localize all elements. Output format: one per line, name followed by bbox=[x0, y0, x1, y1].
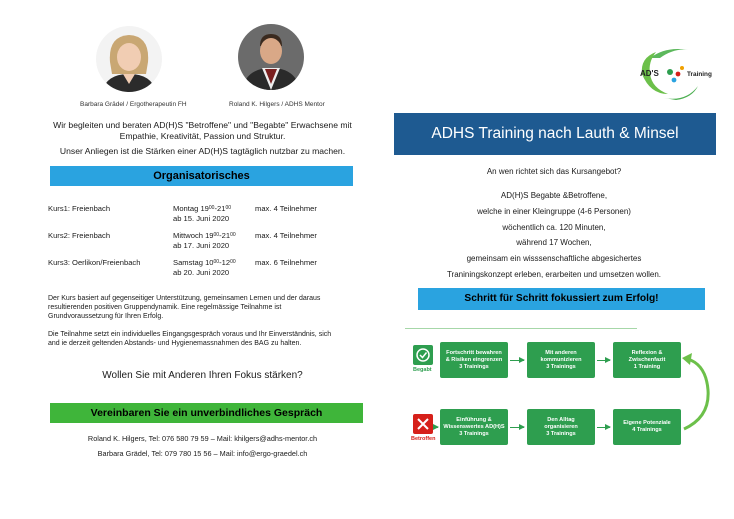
flow-box-potenziale: Eigene Potenziale 4 Trainings bbox=[613, 409, 681, 445]
flow-box-alltag: Den Alltag organisieren 3 Trainings bbox=[527, 409, 595, 445]
contact-roland: Roland K. Hilgers, Tel: 076 580 79 59 – Mail: khilgers@adhs-mentor.ch bbox=[87, 434, 318, 443]
course-start: ab 20. Juni 2020 bbox=[173, 268, 230, 277]
flow-box-einfuehrung: Einführung & Wissenswertes AD(H)S 3 Trainings bbox=[440, 409, 508, 445]
audience-line: wöchentlich ca. 120 Minuten, bbox=[502, 222, 606, 232]
course-1 bbox=[48, 204, 348, 226]
caption-barbara: Barbara Grädel / Ergotherapeutin FH bbox=[80, 101, 187, 108]
steps-heading: Schritt für Schritt fokussiert zum Erfolg! bbox=[418, 288, 705, 310]
arrow-bottom-2 bbox=[597, 427, 610, 428]
course-3 bbox=[48, 258, 348, 280]
audience-line: während 17 Wochen, bbox=[516, 238, 592, 248]
photo-barbara bbox=[96, 26, 162, 92]
arrow-bottom-1 bbox=[510, 427, 524, 428]
flow-divider bbox=[405, 328, 637, 329]
begabt-label: Begabt bbox=[413, 367, 432, 373]
paragraph-1: Der Kurs basiert auf gegenseitiger Unterstützung, gemeinsamen Lernen und der daraus resultierenden positiven Gruppendynamik. Eine regelmässige Teilnahme ist Grundvoraussetzung für Ihren Erfolg. bbox=[48, 295, 321, 320]
course-2 bbox=[48, 231, 348, 253]
paragraph-2: Die Teilnahme setzt ein individuelles Eingangsgespräch voraus und Ihr Einverständnis, sich and ie derzeit geltenden Abstands- und Hygienemassnahmen des BAG zu halten. bbox=[48, 331, 332, 347]
audience-list bbox=[404, 188, 704, 283]
flow-box-reflexion: Reflexion & Zwischenfazit 1 Training bbox=[613, 342, 681, 378]
arrow-top-1 bbox=[510, 360, 524, 361]
betroffen-icon bbox=[413, 414, 433, 434]
question-text: Wollen Sie mit Anderen Ihren Fokus stärken? bbox=[102, 370, 303, 381]
logo-text: AD'S bbox=[640, 69, 659, 78]
concern-text: Unser Anliegen ist die Stärken einer AD(H)S tagtäglich nutzbar zu machen. bbox=[59, 146, 346, 156]
organisatorisches-heading: Organisatorisches bbox=[50, 166, 353, 186]
course-time: Montag $19^{00}-21^{00}$ bbox=[173, 204, 231, 213]
cta-banner: Vereinbaren Sie ein unverbindliches Gespräch bbox=[50, 403, 363, 423]
ads-training-logo bbox=[636, 44, 714, 104]
course-time: Samstag $10^{00}-12^{00}$ bbox=[173, 258, 236, 267]
audience-line: welche in einer Kleingruppe (4-6 Personen) bbox=[477, 206, 631, 216]
arrow-bottom-0 bbox=[434, 427, 438, 428]
betroffen-label: Betroffen bbox=[411, 436, 436, 442]
logo-sub: Training bbox=[687, 71, 712, 78]
audience-question: An wen richtet sich das Kursangebot? bbox=[486, 167, 622, 176]
course-name: Kurs1: Freienbach bbox=[48, 204, 111, 213]
course-time: Mittwoch $19^{00}-21^{00}$ bbox=[173, 231, 236, 240]
photo-roland bbox=[238, 24, 304, 90]
course-start: ab 17. Juni 2020 bbox=[173, 241, 230, 250]
arrow-top-2 bbox=[597, 360, 610, 361]
flow-box-fortschritt: Fortschritt bewahren & Risiken eingrenzen 3 Trainings bbox=[440, 342, 508, 378]
caption-roland: Roland K. Hilgers / ADHS Mentor bbox=[229, 101, 325, 108]
course-max: max. 6 Teilnehmer bbox=[255, 258, 317, 267]
flow-box-kommunizieren: Mit anderen kommunizieren 3 Trainings bbox=[527, 342, 595, 378]
curved-arrow-icon bbox=[680, 345, 720, 445]
contact-barbara: Barbara Grädel, Tel: 079 780 15 56 – Mail: info@ergo-graedel.ch bbox=[97, 449, 308, 458]
course-start: ab 15. Juni 2020 bbox=[173, 214, 230, 223]
title-banner: ADHS Training nach Lauth & Minsel bbox=[394, 113, 716, 155]
intro-line-1: Wir begleiten und beraten AD(H)S "Betroffene" und "Begabte" Erwachsene mit bbox=[53, 120, 352, 130]
audience-line: Traniningskonzept erleben, erarbeiten und umsetzen wollen. bbox=[446, 269, 662, 279]
course-name: Kurs2: Freienbach bbox=[48, 231, 111, 240]
intro-text bbox=[30, 120, 375, 142]
audience-line: gemeinsam ein wisssenschaftliche abgesichertes bbox=[466, 254, 642, 264]
intro-line-2: Empathie, Kreativität, Passion und Struktur. bbox=[119, 131, 286, 141]
begabt-icon bbox=[413, 345, 433, 365]
course-max: max. 4 Teilnehmer bbox=[255, 204, 317, 213]
audience-line: AD(H)S Begabte &Betroffene, bbox=[500, 191, 608, 200]
course-name: Kurs3: Oerlikon/Freienbach bbox=[48, 258, 141, 267]
course-max: max. 4 Teilnehmer bbox=[255, 231, 317, 240]
